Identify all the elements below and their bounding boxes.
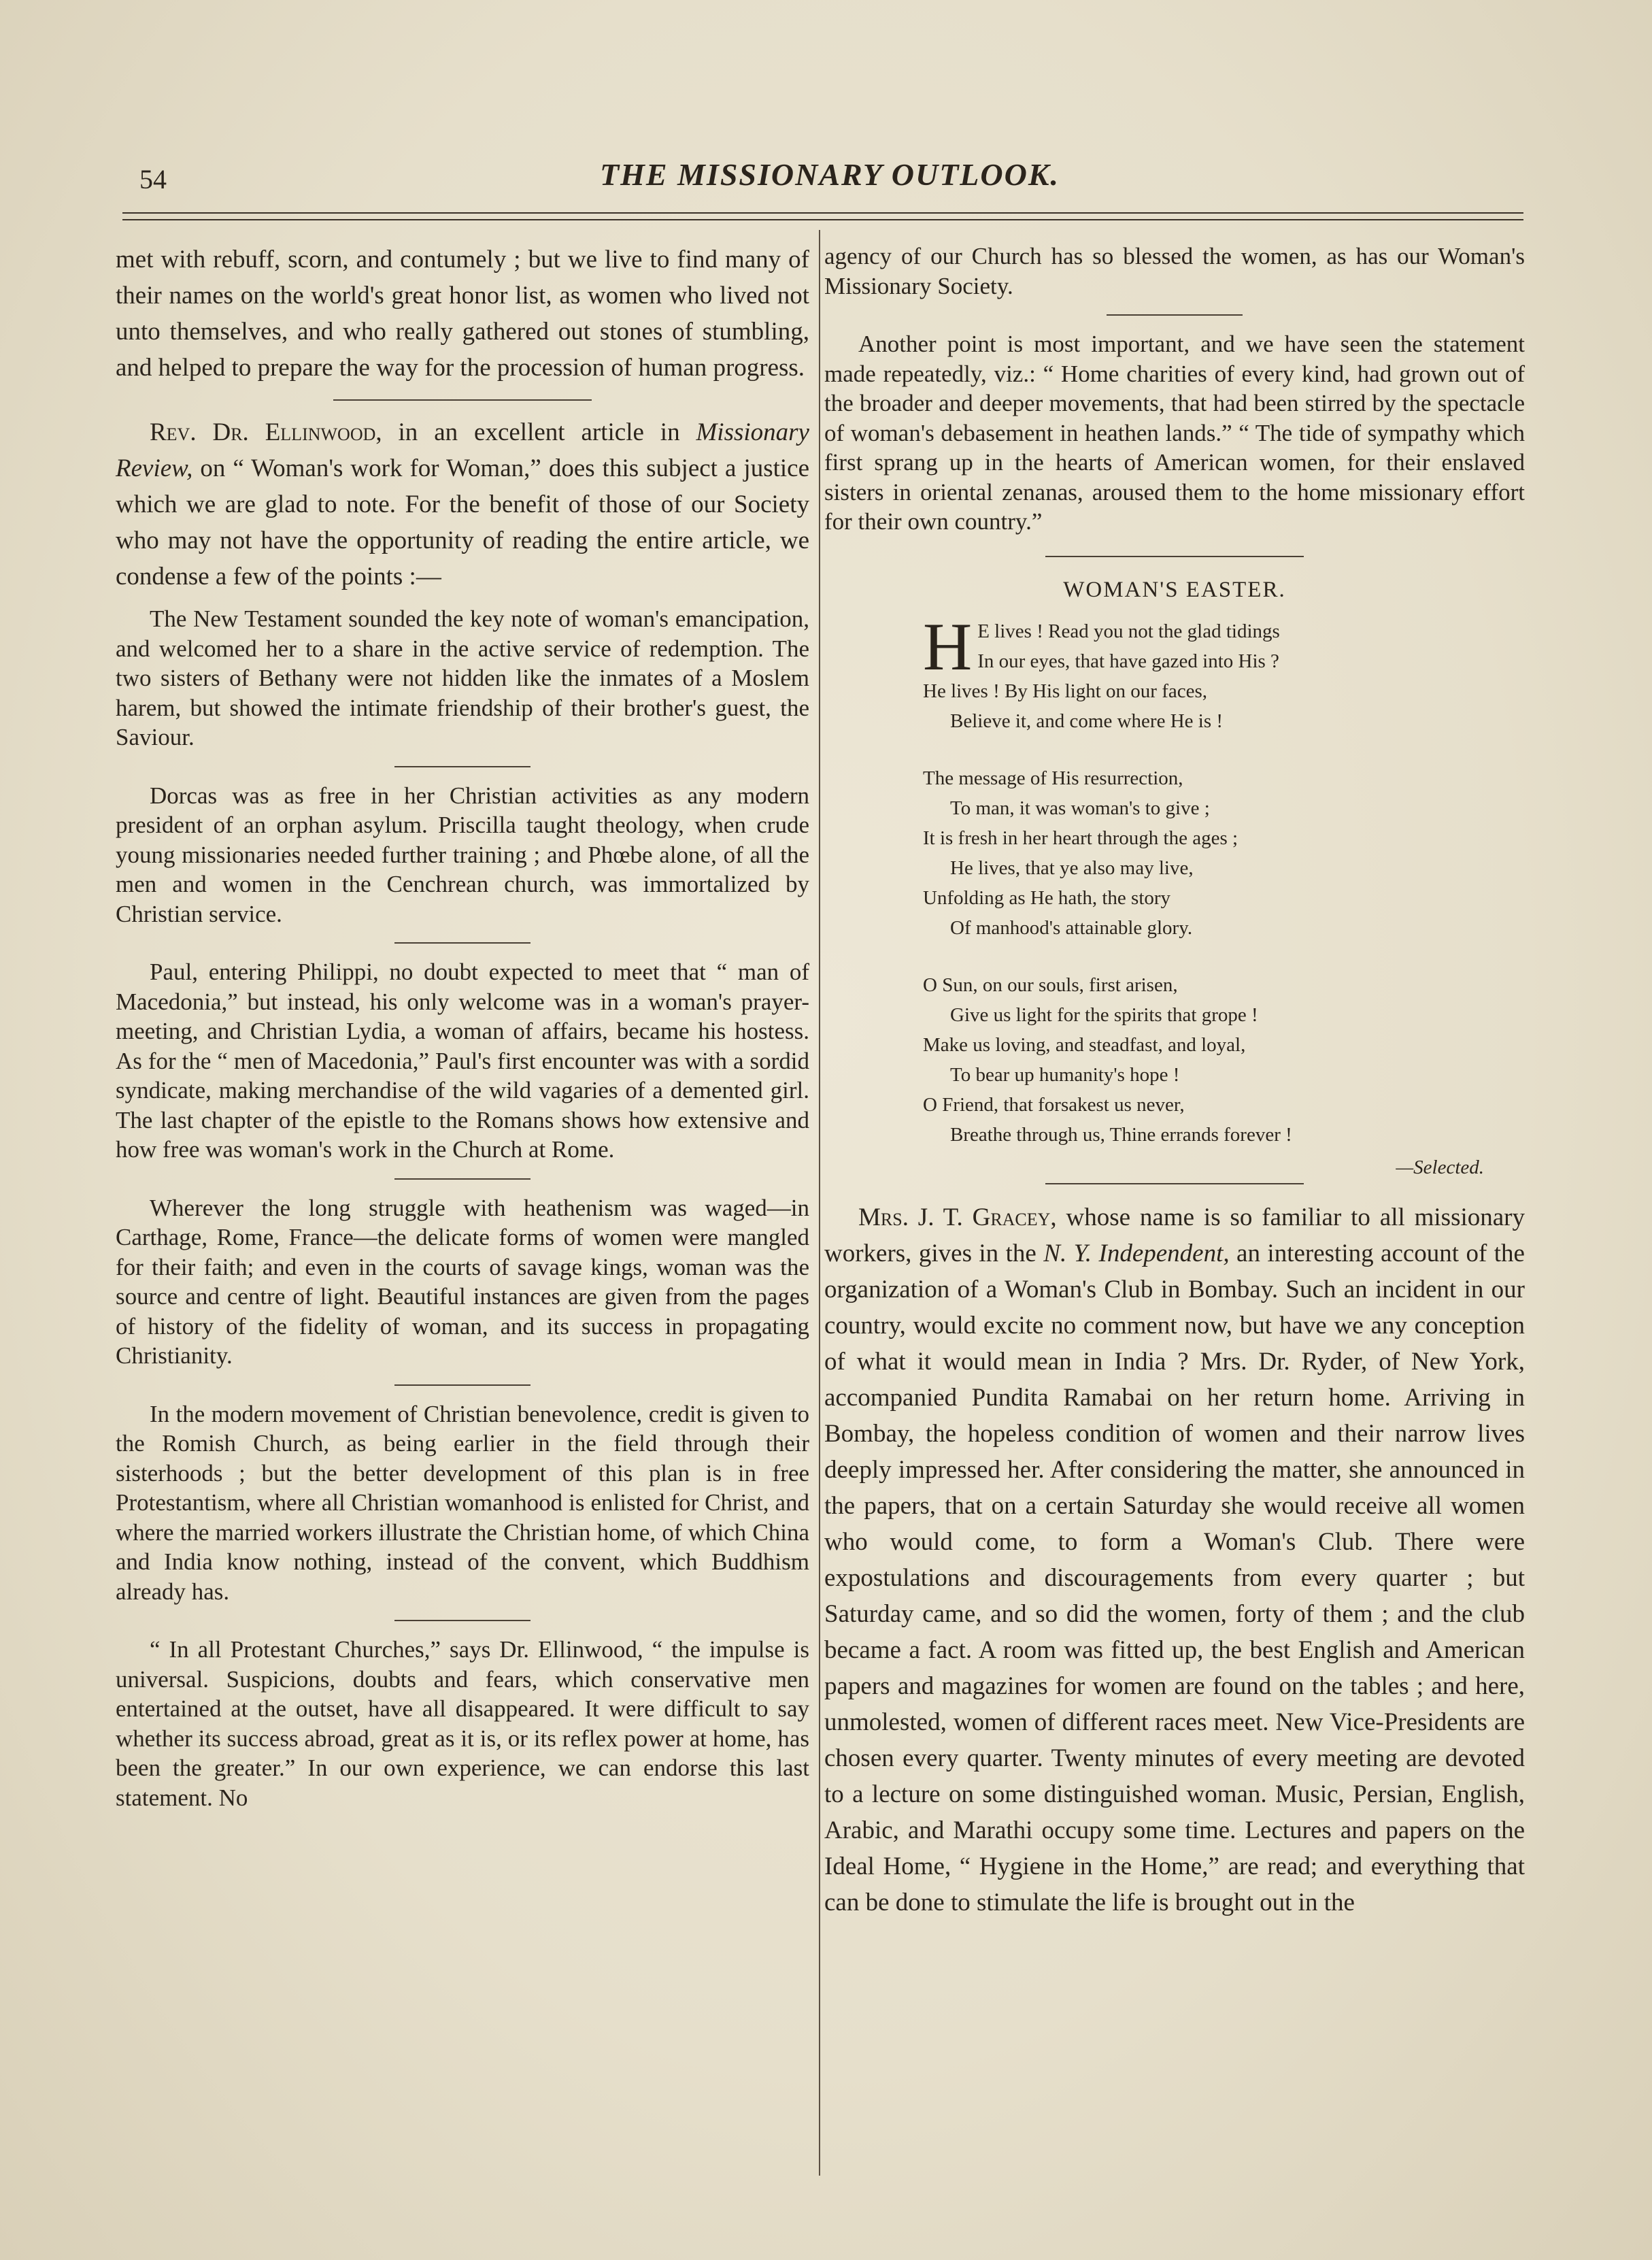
poem-line: Make us loving, and steadfast, and loyal, (923, 1033, 1246, 1056)
poem-line: Of manhood's attainable glory. (950, 916, 1193, 939)
journal-title: N. Y. Independent, (1043, 1239, 1230, 1267)
poem-stanza (923, 616, 1525, 736)
poem-line: Give us light for the spirits that grope ! (950, 1003, 1258, 1026)
poem-line: In our eyes, that have gazed into His ? (977, 650, 1279, 672)
section-divider (1045, 556, 1304, 557)
left-column (116, 242, 809, 1812)
author-name: Mrs. J. T. Gracey, (858, 1203, 1057, 1231)
right-column (824, 242, 1525, 1921)
section-divider (333, 399, 592, 401)
paragraph: Another point is most important, and we have seen the statement made repeatedly, viz.: “ Home charities of every kind, had grown out of the broader and deeper movements, that had been stirred by the spectacle of woman's debasement in heathen lands.” “ The tide of sympathy which first sprang up in the hearts of American women, for their enslaved sisters in oriental zenanas, aroused them to the home missionary effort for their own country.” (824, 331, 1525, 535)
running-title: THE MISSIONARY OUTLOOK. (599, 157, 1060, 192)
poem-title: WOMAN'S EASTER. (1063, 577, 1286, 602)
poem-line: The message of His resurrection, (923, 767, 1183, 789)
journal-title: Missionary Review, (116, 418, 809, 482)
text-run: on “ Woman's work for Woman,” does this subject a justice which we are glad to note. For the benefit of those of our Society who may not have the opportunity of reading the entire article, we condense a few of the points :— (116, 454, 809, 591)
poem-line: He lives, that ye also may live, (950, 857, 1194, 879)
author-name: Rev. Dr. Ellinwood, (150, 418, 382, 446)
paragraph (824, 1199, 1525, 1921)
header-rule (122, 212, 1523, 214)
section-divider (1045, 1183, 1304, 1184)
poem-line: O Sun, on our souls, first arisen, (923, 974, 1178, 996)
paragraph: Dorcas was as free in her Christian activities as any modern president of an orphan asylum. Priscilla taught theology, when crude young missionaries needed further training ; and Phœbe alone, of all the men and women in the Cenchrean church, was immortalized by Christian service. (116, 782, 809, 927)
poem (923, 616, 1525, 1150)
dropcap-lines (923, 616, 1525, 676)
paragraph: “ In all Protestant Churches,” says Dr. Ellinwood, “ the impulse is universal. Suspicions, doubts and fears, which conservative men entertained at the outset, have all disappeared. It were difficult to say whether its success abroad, great as it is, or its reflex power at home, has been the greater.” In our own experience, we can endorse this last statement. No (116, 1636, 809, 1811)
paragraph (116, 414, 809, 595)
poem-line: Unfolding as He hath, the story (923, 886, 1171, 909)
text-run: whose name is so familiar to all missionary workers, gives in the (824, 1203, 1525, 1267)
paragraph: The New Testament sounded the key note of woman's emancipation, and welcomed her to a share in the active service of redemption. The two sisters of Bethany were not hidden like the inmates of a Moslem harem, but showed the intimate friendship of their brother's guest, the Saviour. (116, 605, 809, 750)
column-divider (819, 230, 820, 2176)
section-divider (394, 942, 530, 944)
page-header (122, 151, 1537, 199)
section-divider (394, 766, 530, 767)
paragraph: Wherever the long struggle with heathenism was waged—in Carthage, Rome, France—the delicate forms of women were mangled for their faith; and even in the courts of savage kings, woman was the source and centre of light. Beautiful instances are given from the pages of history of the fidelity of woman, and its success in propagating Christianity. (116, 1194, 809, 1369)
section-divider (394, 1620, 530, 1621)
poem-stanza (923, 763, 1525, 943)
poem-line: To bear up humanity's hope ! (950, 1063, 1180, 1086)
page-number: 54 (139, 164, 167, 195)
section-divider (394, 1384, 530, 1386)
poem-stanza (923, 970, 1525, 1150)
text-run: in an excellent article in (382, 418, 696, 446)
paragraph: Paul, entering Philippi, no doubt expected to meet that “ man of Macedonia,” but instead, his only welcome was in a woman's prayer-meeting, and Christian Lydia, a woman of affairs, became his hostess. As for the “ men of Macedonia,” Paul's first encounter was with a sordid syndicate, making merchandise of the wild vagaries of a demented girl. The last chapter of the epistle to the Romans shows how extensive and how free was woman's work in the Church at Rome. (116, 959, 809, 1163)
drop-cap: H (923, 616, 973, 676)
poem-line: E lives ! Read you not the glad tidings (977, 620, 1280, 642)
paragraph: In the modern movement of Christian benevolence, credit is given to the Romish Church, as being earlier in the field through their sisterhoods ; but the better development of this plan is in free Protestantism, where all Christian womanhood is enlisted for Christ, and where the married workers illustrate the Christian home, of which China and India know nothing, instead of the convent, which Buddhism already has. (116, 1400, 809, 1605)
poem-line: Breathe through us, Thine errands forever ! (950, 1123, 1292, 1146)
poem-line: To man, it was woman's to give ; (950, 797, 1210, 819)
section-divider (394, 1178, 530, 1180)
poem-line: Believe it, and come where He is ! (950, 710, 1224, 732)
poem-line: He lives ! By His light on our faces, (923, 680, 1208, 702)
text-run: an interesting account of the organization of a Woman's Club in Bombay. Such an incident in our country, would excite no comment now, but have we any conception of what it would mean in India ? Mrs. Dr. Ryder, of New York, accompanied Pundita Ramabai on her return home. Arriving in Bombay, the hopeless condition of women and their narrow lives deeply impressed her. After considering the matter, she announced in the papers, that on a certain Saturday she would receive all women who would come, to form a Woman's Club. There were expostulations and discouragements from every quarter ; but Saturday came, and so did the women, forty of them ; and the club became a fact. A room was fitted up, the best English and American papers and magazines for women are found on the tables ; and here, unmolested, women of different races meet. New Vice-Presidents are chosen every quarter. Twenty minutes of every meeting are devoted to a lecture on some distinguished woman. Music, Persian, English, Arabic, and Marathi occupy some time. Lectures and papers on the Ideal Home, “ Hygiene in the Home,” are read; and everything that can be done to stimulate the life is brought out in the (824, 1239, 1525, 1916)
poem-credit: —Selected. (1396, 1156, 1484, 1178)
paragraph: met with rebuff, scorn, and contumely ; but we live to find many of their names on the world's great honor list, as women who lived not unto themselves, and who really gathered out stones of stumbling, and helped to prepare the way for the procession of human progress. (116, 246, 809, 382)
header-rule-thin (122, 219, 1523, 220)
poem-line: It is fresh in her heart through the ages ; (923, 827, 1238, 849)
poem-line: O Friend, that forsakest us never, (923, 1093, 1185, 1116)
paragraph: agency of our Church has so blessed the women, as has our Woman's Missionary Society. (824, 243, 1525, 299)
section-divider (1107, 314, 1243, 316)
